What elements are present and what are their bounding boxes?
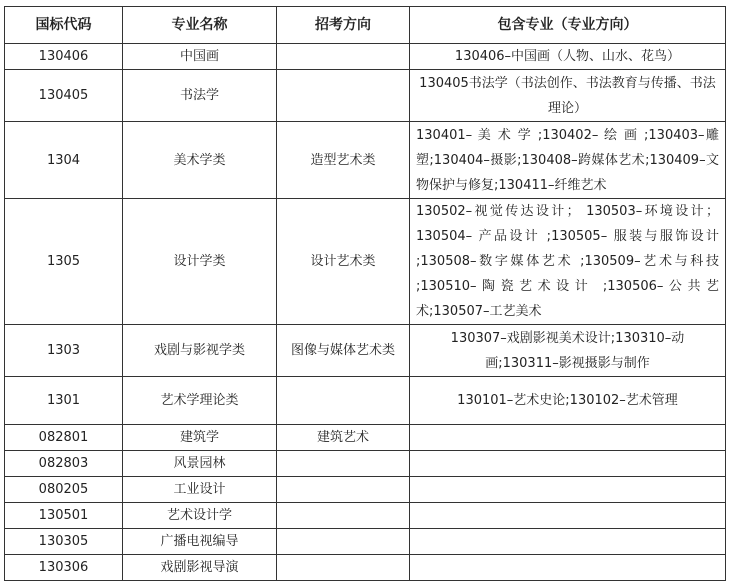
includes-cell: 130502–视觉传达设计； 130503–环境设计；130504– 产品设计 ;130505– 服装与服饰设计 ;130508–数字媒体艺术 ;130509–艺术与科技 ;130510–陶瓷艺术设计 ;130506–公共艺术;130507–工艺美术 — [410, 199, 726, 325]
includes-cell: 130307–戏剧影视美术设计;130310–动画;130311–影视摄影与制作 — [410, 325, 726, 377]
includes-cell: 130401– 美 术 学 ;130402– 绘 画 ;130403–雕塑;130404–摄影;130408–跨媒体艺术;130409–文物保护与修复;130411–纤维艺术 — [410, 122, 726, 199]
direction-cell — [277, 555, 410, 581]
name-cell: 戏剧影视导演 — [123, 555, 277, 581]
direction-cell: 造型艺术类 — [277, 122, 410, 199]
includes-cell — [410, 425, 726, 451]
name-cell: 建筑学 — [123, 425, 277, 451]
table-row — [5, 529, 726, 555]
header-row — [5, 7, 726, 44]
code-cell: 1301 — [5, 377, 123, 425]
code-cell: 130406 — [5, 44, 123, 70]
direction-cell: 图像与媒体艺术类 — [277, 325, 410, 377]
name-cell: 书法学 — [123, 70, 277, 122]
name-cell: 戏剧与影视学类 — [123, 325, 277, 377]
table-row — [5, 503, 726, 529]
includes-cell — [410, 477, 726, 503]
direction-cell — [277, 503, 410, 529]
header-includes: 包含专业（专业方向） — [410, 7, 726, 44]
includes-cell: 130405书法学（书法创作、书法教育与传播、书法理论） — [410, 70, 726, 122]
table-row — [5, 377, 726, 425]
table-row — [5, 122, 726, 199]
includes-cell — [410, 529, 726, 555]
name-cell: 工业设计 — [123, 477, 277, 503]
direction-cell — [277, 70, 410, 122]
name-cell: 广播电视编导 — [123, 529, 277, 555]
includes-cell: 130101–艺术史论;130102–艺术管理 — [410, 377, 726, 425]
code-cell: 1305 — [5, 199, 123, 325]
code-cell: 130501 — [5, 503, 123, 529]
header-direction: 招考方向 — [277, 7, 410, 44]
code-cell: 1303 — [5, 325, 123, 377]
direction-cell — [277, 477, 410, 503]
code-cell: 082801 — [5, 425, 123, 451]
name-cell: 美术学类 — [123, 122, 277, 199]
includes-cell: 130406–中国画（人物、山水、花鸟） — [410, 44, 726, 70]
name-cell: 中国画 — [123, 44, 277, 70]
code-cell: 130306 — [5, 555, 123, 581]
direction-cell — [277, 377, 410, 425]
majors-table — [4, 6, 726, 581]
code-cell: 082803 — [5, 451, 123, 477]
code-cell: 080205 — [5, 477, 123, 503]
table-row — [5, 70, 726, 122]
table-row — [5, 477, 726, 503]
name-cell: 设计学类 — [123, 199, 277, 325]
table-row — [5, 325, 726, 377]
direction-cell: 设计艺术类 — [277, 199, 410, 325]
code-cell: 130305 — [5, 529, 123, 555]
name-cell: 艺术学理论类 — [123, 377, 277, 425]
direction-cell — [277, 529, 410, 555]
code-cell: 130405 — [5, 70, 123, 122]
direction-cell: 建筑艺术 — [277, 425, 410, 451]
table-row — [5, 44, 726, 70]
direction-cell — [277, 451, 410, 477]
table-row — [5, 199, 726, 325]
includes-cell — [410, 503, 726, 529]
name-cell: 艺术设计学 — [123, 503, 277, 529]
table-row — [5, 555, 726, 581]
header-name: 专业名称 — [123, 7, 277, 44]
table-row — [5, 451, 726, 477]
includes-cell — [410, 555, 726, 581]
table-row — [5, 425, 726, 451]
direction-cell — [277, 44, 410, 70]
header-code: 国标代码 — [5, 7, 123, 44]
name-cell: 风景园林 — [123, 451, 277, 477]
includes-cell — [410, 451, 726, 477]
code-cell: 1304 — [5, 122, 123, 199]
